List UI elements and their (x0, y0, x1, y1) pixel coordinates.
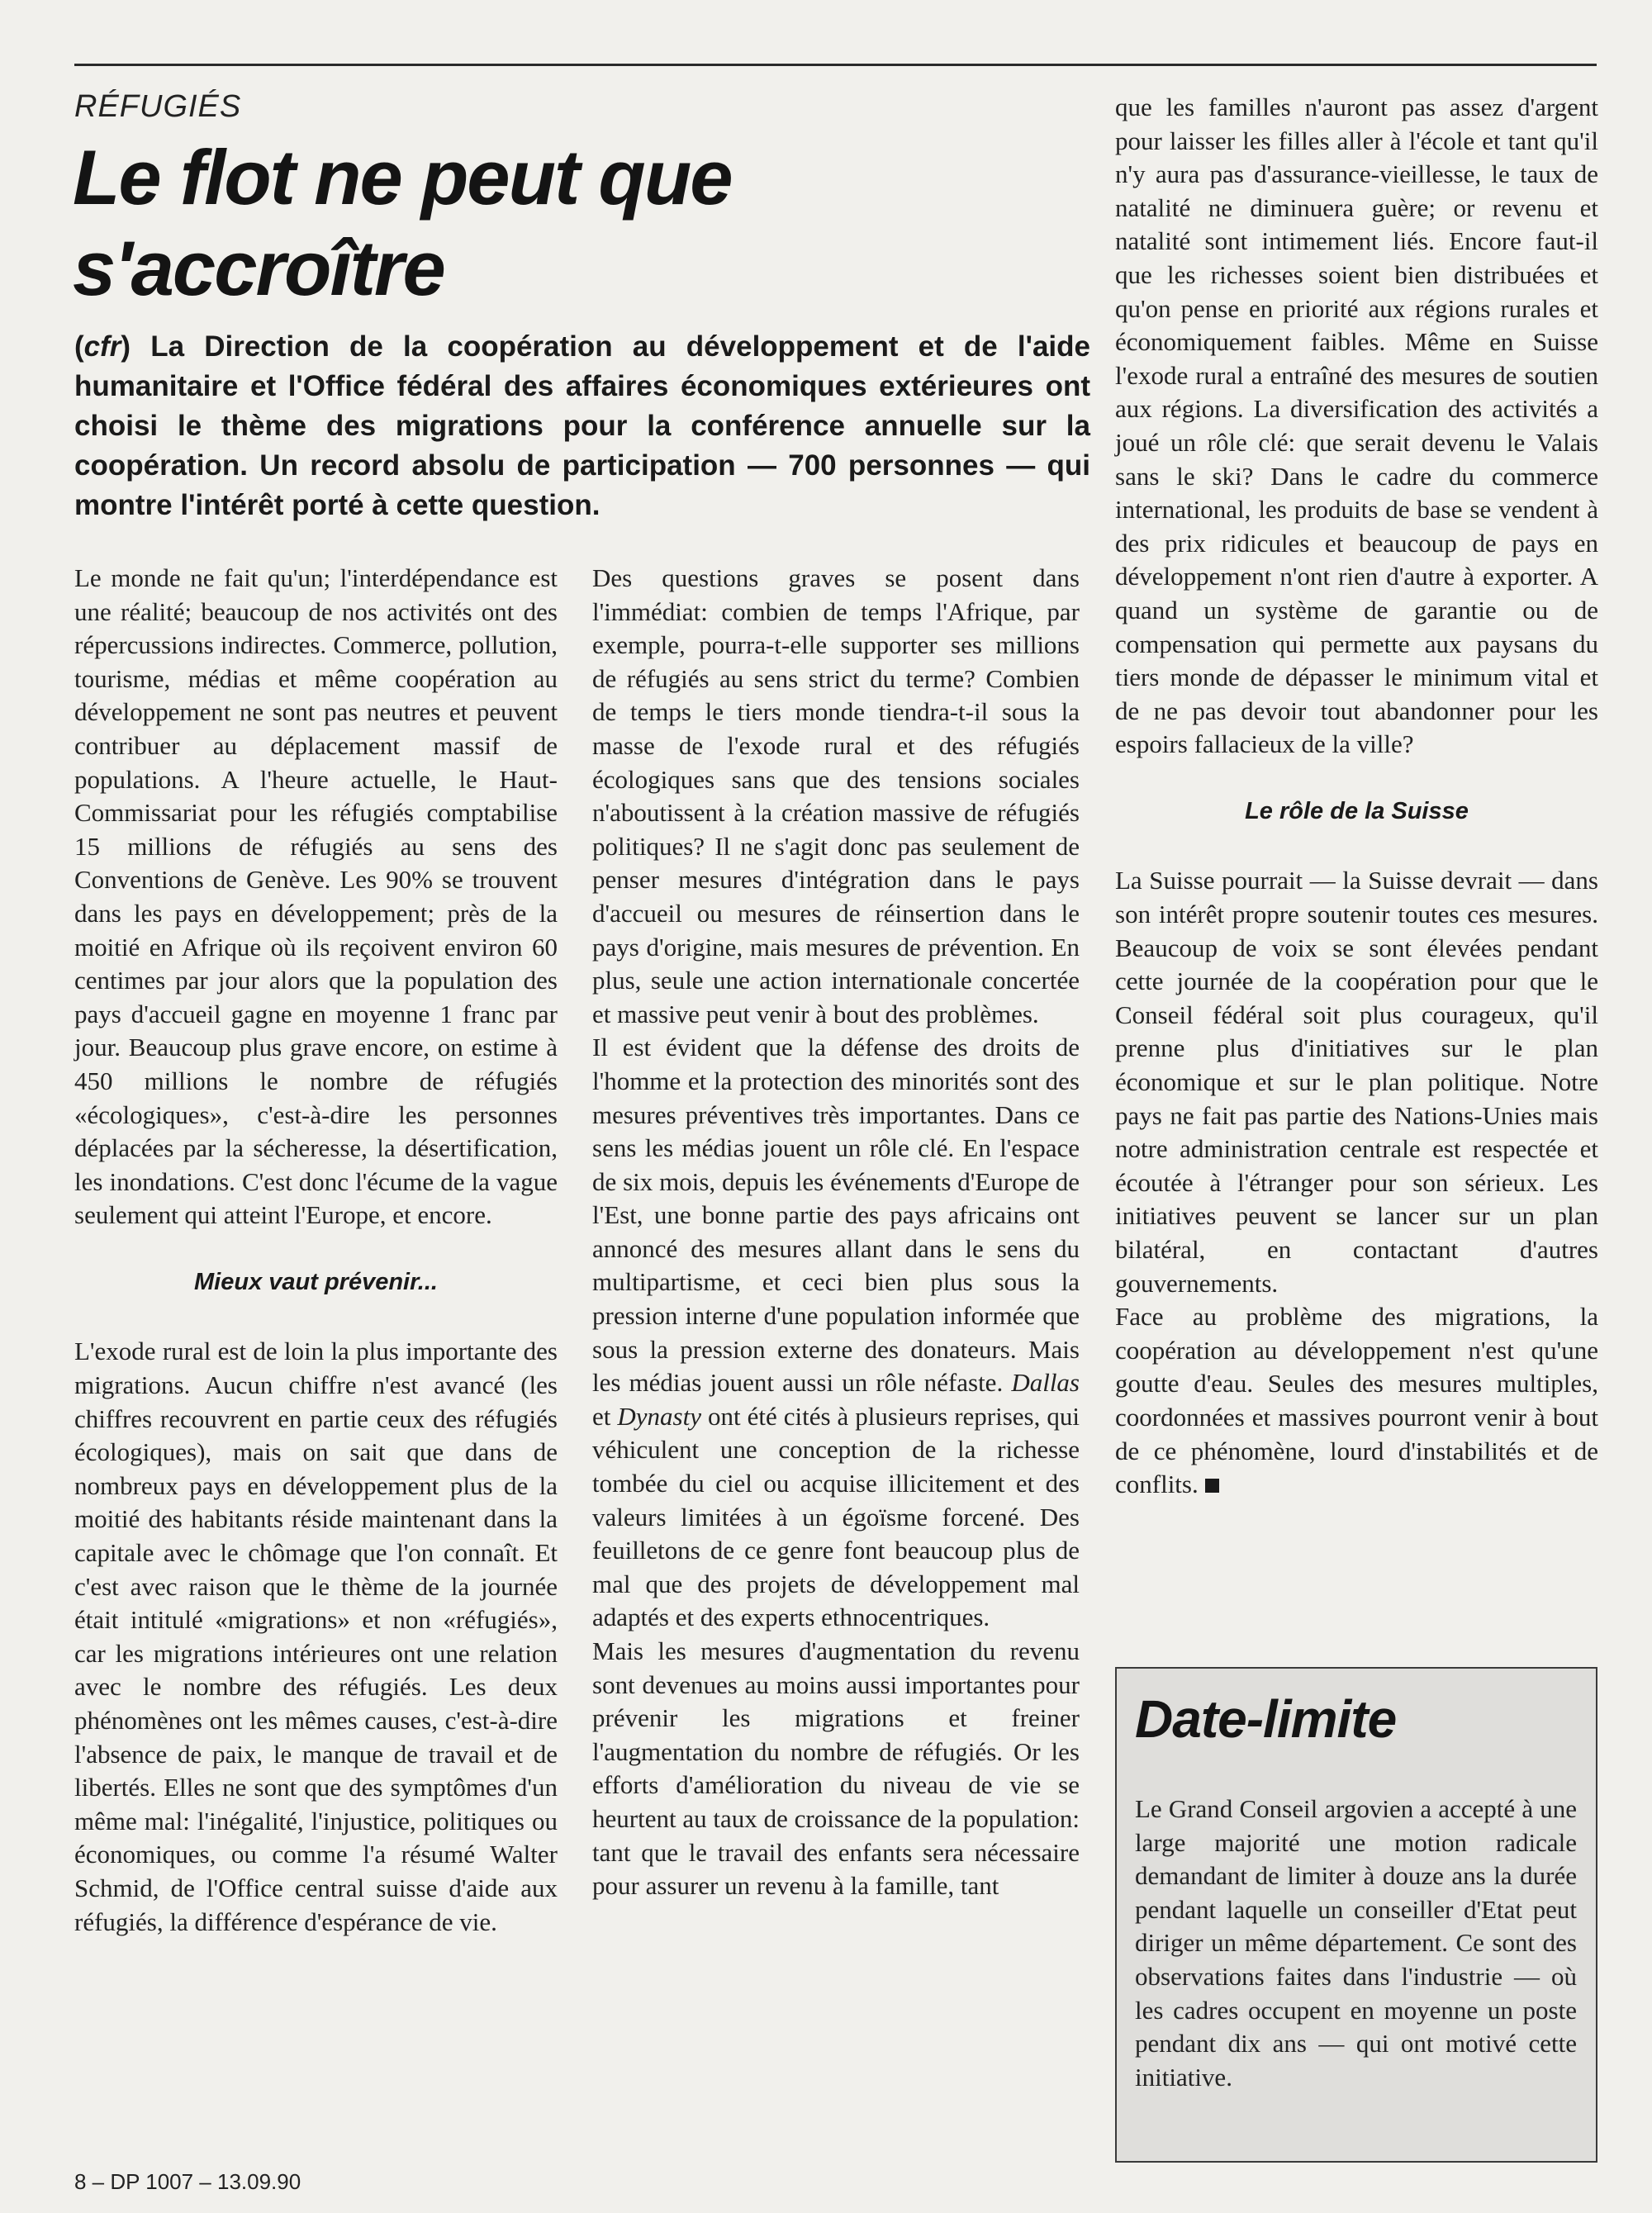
column-1 (74, 562, 558, 1939)
paragraph: L'exode rural est de loin la plus importante des migrations. Aucun chiffre n'est avancé (les chiffres recouvrent en partie ceux des réfugiés écologiques), mais on sait que dans de nombreux pays en développement plus de la moitié des habitants réside maintenant dans la capitale avec le chômage que l'on connaît. Et c'est avec raison que le thème de la journée était intitulé «migrations» et non «réfugiés», car les migrations intérieures ont une relation avec le nombre des réfugiés. Les deux phénomènes ont les mêmes causes, c'est-à-dire l'absence de paix, le manque de travail et de libertés. Elles ne sont que des symptômes d'un même mal: l'inégalité, l'injustice, politiques ou économiques, ou comme l'a résumé Walter Schmid, de l'Office central suisse d'aide aux réfugiés, la différence d'espérance de vie. (74, 1337, 558, 1936)
paragraph: La Suisse pourrait — la Suisse devrait — dans son intérêt propre soutenir toutes ces mesures. Beaucoup de voix se sont élevées pendant cette journée de la coopération pour que le Conseil fédéral soit plus courageux, qu'il prenne plus d'initiatives sur le plan économique et sur le plan politique. Notre pays ne fait pas partie des Nations-Unies mais notre administration centrale est respectée et écoutée à l'étranger pour son sérieux. Les initiatives peuvent se lancer sur un plan bilatéral, en contactant d'autres gouvernements. (1115, 866, 1598, 1298)
article-lead: (cfr) La Direction de la coopération au développement et de l'aide humanitaire et l'Office fédéral des affaires économiques extérieures ont choisi le thème des migrations pour la conférence annuelle sur la coopération. Un record absolu de participation — 700 personnes — qui montre l'intérêt porté à cette question. (74, 330, 1090, 521)
sidebar-box-text: Le Grand Conseil argovien a accepté à une large majorité une motion radicale demandant de limiter à douze ans la durée pendant laquelle un conseiller d'Etat peut diriger un même département. Ce sont des observations faites dans l'industrie — où les cadres occupent en moyenne un poste pendant dix ans — qui ont motivé cette initiative. (1135, 1794, 1577, 2092)
text-run: Il est évident que la défense des droits de l'homme et la protection des minorités sont des mesures préventives très importantes. Dans ce sens les médias jouent un rôle clé. En l'espace de six mois, depuis les événements d'Europe de l'Est, une bonne partie des pays africains ont annoncé des mesures allant dans le sens du multipartisme, et ceci bien plus sous la pression interne d'une population informée que sous la pression externe des donateurs. Mais les médias jouent aussi un rôle néfaste. (592, 1033, 1080, 1398)
title-dynasty: Dynasty (617, 1401, 701, 1431)
column-3 (1115, 91, 1598, 1502)
article-title: Le flot ne peut que s'accroître (73, 134, 732, 311)
text-run: ont été cités à plusieurs reprises, qui véhiculent une conception de la richesse tombée du ciel ou acquise illicitement et des valeurs limitées à un égoïsme forcené. Des feuilletons de ce genre font beaucoup plus de mal que des projets de développement mal adaptés et des experts ethnocentriques. (592, 1401, 1080, 1632)
paragraph (1115, 1300, 1598, 1502)
subheading-prevenir: Mieux vaut prévenir... (194, 1268, 438, 1295)
top-rule (74, 64, 1597, 66)
column-2 (592, 562, 1080, 1903)
paragraph (592, 1031, 1080, 1635)
end-of-article-mark (1205, 1479, 1219, 1493)
paragraph: Des questions graves se posent dans l'immédiat: combien de temps l'Afrique, par exemple, pourra-t-elle supporter ses millions de réfugiés au sens strict du terme? Combien de temps le tiers monde tiendra-t-il sous la masse de l'exode rural et des réfugiés écologiques sans que des tensions sociales n'aboutissent à la création massive de réfugiés politiques? Il ne s'agit donc pas seulement de penser mesures d'intégration dans le pays d'accueil ou mesures de réinsertion dans le pays d'origine, mais mesures de prévention. En plus, seule une action internationale concertée et massive peut venir à bout des problèmes. (592, 563, 1080, 1028)
lead-text: La Direction de la coopération au développement et de l'aide humanitaire et l'Office fédéral des affaires économiques extérieures ont choisi le thème des migrations pour la conférence annuelle sur la coopération. Un record absolu de participation — 700 personnes — qui montre l'intérêt porté à cette question. (74, 330, 1090, 521)
page-footer: 8 – DP 1007 – 13.09.90 (74, 2169, 301, 2194)
text-run: et (592, 1401, 618, 1431)
article-kicker: RÉFUGIÉS (74, 89, 242, 124)
paragraph: que les familles n'auront pas assez d'argent pour laisser les filles aller à l'école et tant qu'il n'y aura pas d'assurance-vieillesse, le taux de natalité ne diminuera guère; or revenu et natalité sont intimement liés. Encore faut-il que les richesses soient bien distribuées et qu'on pense en priorité aux régions rurales et économiquement faibles. Même en Suisse l'exode rural a entraîné des mesures de soutien aux régions. La diversification des activités a joué un rôle clé: que serait devenu le Valais sans le ski? Dans le cadre du commerce international, les produits de base se vendent à des prix ridicules et beaucoup de pays en développement n'ont rien d'autre à exporter. A quand un système de garantie ou de compensation qui permette aux paysans du tiers monde de dépasser le minimum vital et de ne pas devoir tout abandonner pour les espoirs fallacieux de la ville? (1115, 93, 1598, 759)
title-dallas: Dallas (1011, 1368, 1080, 1398)
lead-cfr: cfr (83, 330, 121, 363)
sidebar-box-title: Date-limite (1135, 1689, 1397, 1749)
paragraph: Mais les mesures d'augmentation du revenu sont devenues au moins aussi importantes pour prévenir les migrations et freiner l'augmentation du nombre de réfugiés. Or les efforts d'amélioration du niveau de vie se heurtent au taux de croissance de la population: tant que le travail des enfants sera nécessaire pour assurer un revenu à la famille, tant (592, 1636, 1080, 1901)
subheading-suisse: Le rôle de la Suisse (1245, 797, 1469, 824)
paragraph: Le monde ne fait qu'un; l'interdépendance est une réalité; beaucoup de nos activités ont des répercussions indirectes. Commerce, pollution, tourisme, médias et même coopération au développement ne sont pas neutres et peuvent contribuer au déplacement massif de populations. A l'heure actuelle, le Haut-Commissariat pour les réfugiés comptabilise 15 millions de réfugiés au sens des Conventions de Genève. Les 90% se trouvent dans les pays en développement; près de la moitié en Afrique où ils reçoivent environ 60 centimes par jour alors que la population des pays d'accueil gagne en moyenne 1 franc par jour. Beaucoup plus grave encore, on estime à 450 millions le nombre de réfugiés «écologiques», c'est-à-dire les personnes déplacées par la sécheresse, la désertification, les inondations. C'est donc l'écume de la vague seulement qui atteint l'Europe, et encore. (74, 563, 558, 1230)
sidebar-box (1115, 1667, 1597, 2163)
text-run: Face au problème des migrations, la coopération au développement n'est qu'une goutte d'eau. Seules des mesures multiples, coordonnées et massives pourront venir à bout de ce phénomène, lourd d'instabilités et de conflits. (1115, 1302, 1598, 1499)
